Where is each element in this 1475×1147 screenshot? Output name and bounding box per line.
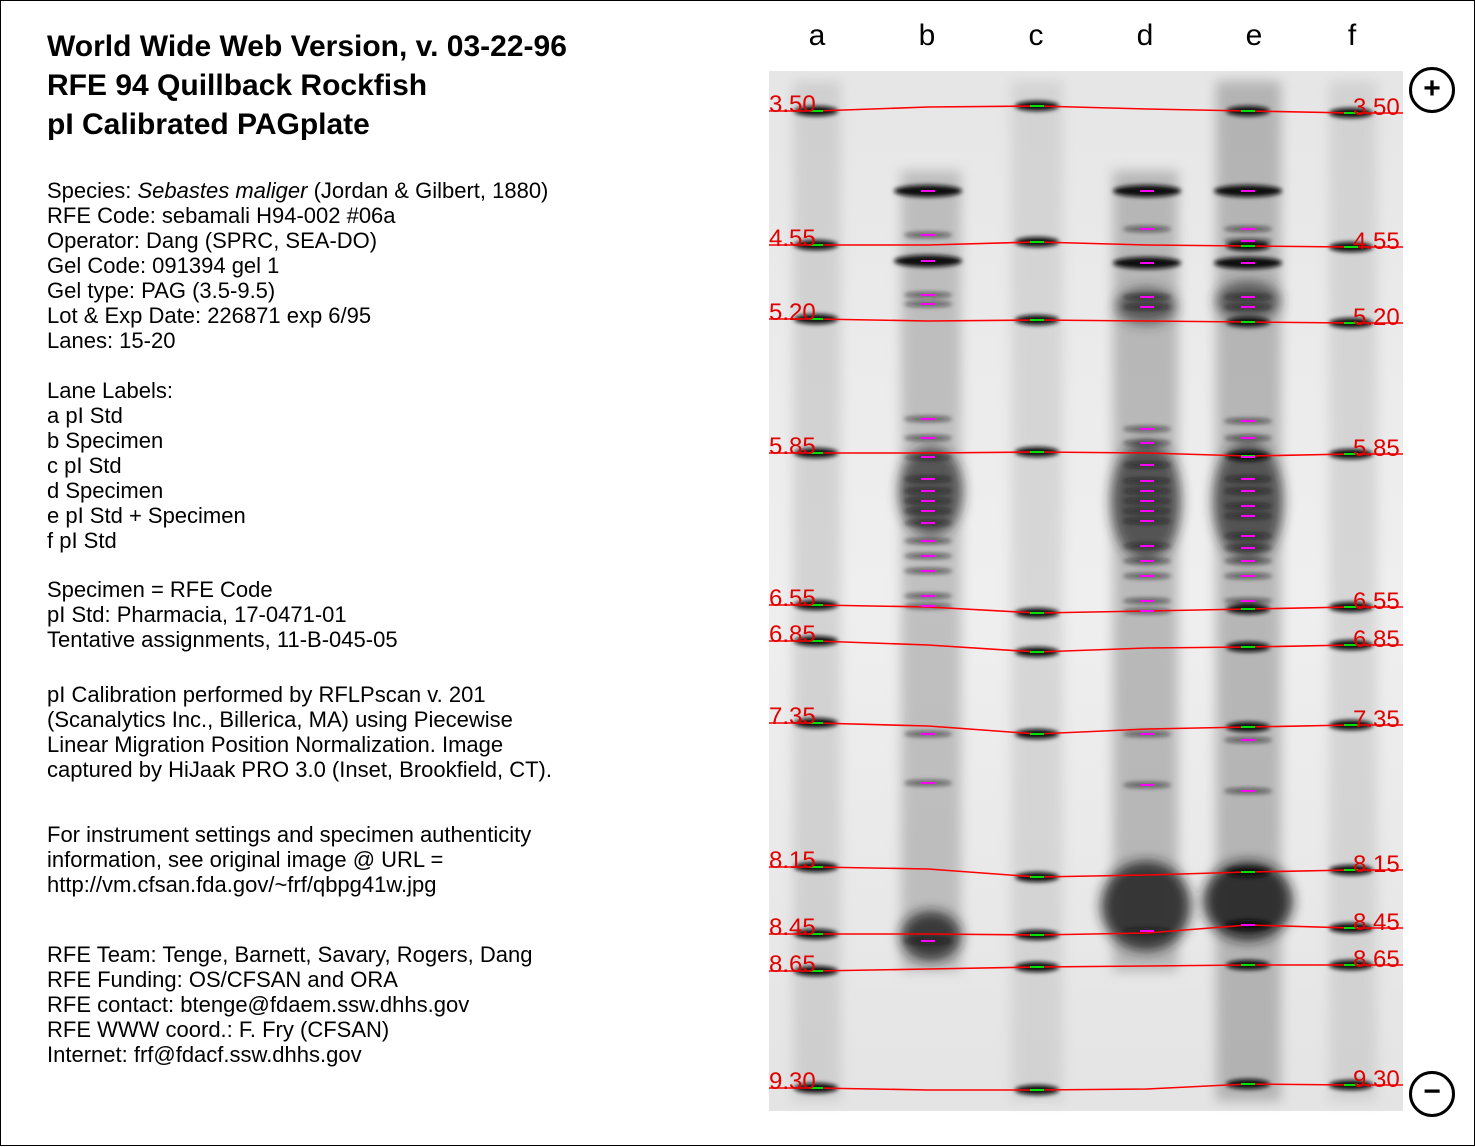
calibration-line-4: captured by HiJaak PRO 3.0 (Inset, Brookfield, CT).: [47, 757, 552, 782]
species-author: (Jordan & Gilbert, 1880): [307, 178, 549, 203]
cathode-minus-icon: −: [1409, 1071, 1455, 1117]
gel-panel: [761, 1, 1475, 1147]
lane-label-f: f pI Std: [47, 528, 117, 553]
lane-letter-b: b: [918, 19, 936, 52]
pi-label-left: 6.85: [769, 621, 816, 648]
species-name: Sebastes maliger: [137, 178, 308, 203]
gel-background: [769, 71, 1403, 1111]
pi-label-right: 6.55: [1353, 588, 1400, 615]
www-coord-line: RFE WWW coord.: F. Fry (CFSAN): [47, 1017, 390, 1042]
specimen-note: Specimen = RFE Code: [47, 577, 273, 602]
lane-letter-f: f: [1347, 19, 1357, 52]
pi-std-note: pI Std: Pharmacia, 17-0471-01: [47, 602, 347, 627]
pi-label-right: 5.85: [1353, 435, 1400, 462]
lanes-line: Lanes: 15-20: [47, 328, 176, 353]
pi-label-left: 5.20: [769, 299, 816, 326]
title-version: World Wide Web Version, v. 03-22-96: [47, 30, 567, 63]
pi-label-left: 3.50: [769, 91, 816, 118]
calibration-line-3: Linear Migration Position Normalization. Image: [47, 732, 504, 757]
title-plate: pI Calibrated PAGplate: [47, 108, 370, 141]
gel-code-line: Gel Code: 091394 gel 1: [47, 253, 280, 278]
contact-line: RFE contact: btenge@fdaem.ssw.dhhs.gov: [47, 992, 470, 1017]
tentative-note: Tentative assignments, 11-B-045-05: [47, 627, 398, 652]
pi-label-left: 8.45: [769, 914, 816, 941]
lane-smear-c: [1011, 81, 1063, 1101]
lane-smear-e: [1216, 81, 1281, 1101]
lane-label-a: a pI Std: [47, 403, 123, 428]
pi-label-left: 8.65: [769, 951, 816, 978]
pi-label-left: 6.55: [769, 585, 816, 612]
instrument-line-2: information, see original image @ URL =: [47, 847, 444, 872]
title-gel: RFE 94 Quillback Rockfish: [47, 69, 428, 102]
lane-labels-heading: Lane Labels:: [47, 378, 173, 403]
text-panel: [47, 27, 737, 1067]
instrument-url: http://vm.cfsan.fda.gov/~frf/qbpg41w.jpg: [47, 872, 437, 897]
pi-label-left: 7.35: [769, 703, 816, 730]
pi-label-right: 9.30: [1353, 1066, 1400, 1093]
lane-label-c: c pI Std: [47, 453, 122, 478]
pi-label-right: 8.65: [1353, 946, 1400, 973]
rfe-code-line: RFE Code: sebamali H94-002 #06a: [47, 203, 396, 228]
calibration-line-2: (Scanalytics Inc., Billerica, MA) using Piecewise: [47, 707, 513, 732]
lane-letter-d: d: [1136, 19, 1154, 52]
team-line: RFE Team: Tenge, Barnett, Savary, Rogers, Dang: [47, 942, 533, 967]
lane-labels-block: [47, 378, 737, 553]
lane-label-d: d Specimen: [47, 478, 164, 503]
gel-image: [761, 1, 1475, 1147]
internet-line: Internet: frf@fdacf.ssw.dhhs.gov: [47, 1042, 362, 1067]
pi-label-left: 4.55: [769, 225, 816, 252]
pi-label-left: 5.85: [769, 433, 816, 460]
calibration-line-1: pI Calibration performed by RFLPscan v. 201: [47, 682, 486, 707]
team-notes-block: [47, 942, 737, 1067]
pi-label-right: 5.20: [1353, 304, 1400, 331]
lane-letter-c: c: [1028, 19, 1044, 52]
calibration-notes-block: [47, 682, 737, 782]
title-block: [47, 27, 737, 144]
gel-type-line: Gel type: PAG (3.5-9.5): [47, 278, 276, 303]
pi-label-right: 3.50: [1353, 94, 1400, 121]
lane-label-b: b Specimen: [47, 428, 164, 453]
blob-b-low: [901, 911, 961, 961]
operator-line: Operator: Dang (SPRC, SEA-DO): [47, 228, 378, 253]
funding-line: RFE Funding: OS/CFSAN and ORA: [47, 967, 398, 992]
instrument-line-1: For instrument settings and specimen authenticity: [47, 822, 532, 847]
anode-plus-icon: +: [1409, 67, 1455, 113]
blob-e-upper: [1216, 281, 1280, 321]
lane-label-e: e pI Std + Specimen: [47, 503, 246, 528]
pi-label-left: 8.15: [769, 847, 816, 874]
species-line: [47, 178, 737, 203]
pi-label-right: 8.15: [1353, 851, 1400, 878]
instrument-notes-block: [47, 822, 737, 897]
info-block: [47, 178, 737, 353]
lot-exp-line: Lot & Exp Date: 226871 exp 6/95: [47, 303, 372, 328]
pi-label-right: 8.45: [1353, 909, 1400, 936]
pi-label-left: 9.30: [769, 1068, 816, 1095]
pi-label-right: 6.85: [1353, 626, 1400, 653]
lane-letter-e: e: [1245, 19, 1263, 52]
lane-letter-a: a: [808, 19, 826, 52]
species-label: Species:: [47, 178, 138, 203]
pi-label-right: 7.35: [1353, 706, 1400, 733]
specimen-notes-block: [47, 577, 737, 652]
pi-label-right: 4.55: [1353, 228, 1400, 255]
